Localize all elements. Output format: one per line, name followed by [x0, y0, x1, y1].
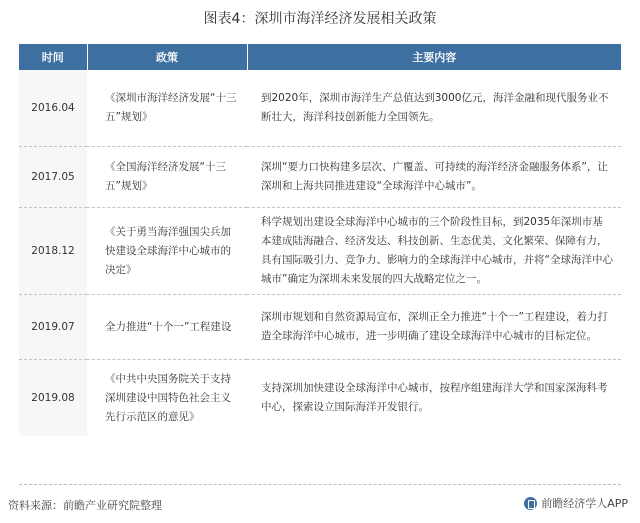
- cell-policy: 《深圳市海洋经济发展“十三五”规划》: [105, 92, 237, 123]
- header-time: 时间: [19, 44, 87, 70]
- table-row: [19, 147, 621, 208]
- brand-label: 前瞻经济学人APP: [541, 497, 628, 510]
- brand-mark: [524, 495, 628, 511]
- cell-policy: 《关于勇当海洋强国尖兵加快建设全球海洋中心城市的决定》: [87, 208, 247, 295]
- cell-content: 科学规划出建设全球海洋中心城市的三个阶段性目标，到2035年深圳市基本建成陆海融合、经济发达、科技创新、生态优美、文化繁荣、保障有力，具有国际吸引力、竞争力、影响力的全球海洋中心城市，并将“全球海洋中心城市”确定为深圳未来发展的四大战略定位之一。: [247, 208, 621, 295]
- source-note: 资料来源：前瞻产业研究院整理: [8, 499, 162, 512]
- cell-content: 深圳市规划和自然资源局宣布，深圳正全力推进“十个一”工程建设，着力打造全球海洋中心城市，进一步明确了建设全球海洋中心城市的目标定位。: [247, 295, 621, 360]
- table-row: [19, 208, 621, 295]
- cell-time: 2016.04: [19, 70, 87, 147]
- cell-time: 2019.08: [19, 360, 87, 437]
- table-header-row: [19, 44, 621, 70]
- policy-table: [19, 44, 621, 436]
- header-policy: 政策: [87, 44, 247, 70]
- qianzhan-logo-icon: [524, 497, 537, 510]
- table-row: [19, 295, 621, 360]
- cell-policy: 《中共中央国务院关于支持深圳建设中国特色社会主义先行示范区的意见》: [87, 360, 247, 437]
- figure-title: 图表4：深圳市海洋经济发展相关政策: [203, 11, 437, 27]
- cell-content: 到2020年，深圳市海洋生产总值达到3000亿元，海洋金融和现代服务业不断壮大，海洋科技创新能力全国领先。: [261, 92, 609, 123]
- cell-content: 支持深圳加快建设全球海洋中心城市，按程序组建海洋大学和国家深海科考中心，探索设立国际海洋开发银行。: [247, 360, 621, 437]
- cell-policy: 《全国海洋经济发展“十三五”规划》: [87, 147, 247, 208]
- cell-content: 深圳“要力口快构建多层次、广覆盖、可持续的海洋经济金融服务体系”，让深圳和上海共同推进建设“全球海洋中心城市”。: [247, 147, 621, 208]
- cell-policy: 全力推进“十个一”工程建设: [87, 295, 247, 360]
- table-row: [19, 70, 621, 147]
- cell-time: 2019.07: [19, 295, 87, 360]
- header-content: 主要内容: [247, 44, 621, 70]
- cell-time: 2017.05: [19, 147, 87, 208]
- footer-divider: [19, 484, 621, 485]
- cell-time: 2018.12: [19, 208, 87, 295]
- table-row: [19, 360, 621, 437]
